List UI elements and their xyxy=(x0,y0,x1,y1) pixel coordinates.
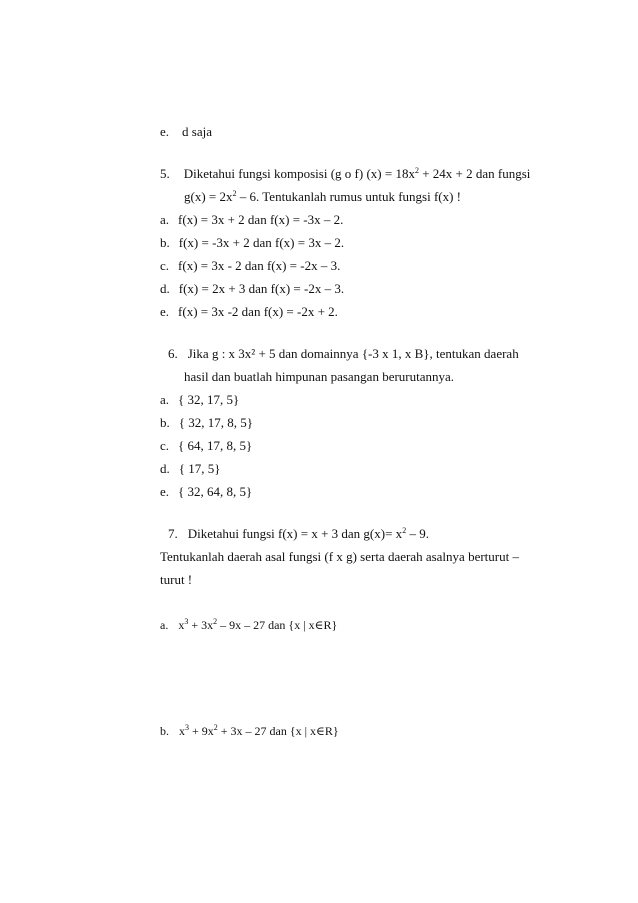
option-letter: e. xyxy=(160,124,170,139)
q5-question-line2: $g(x) = 2x^2 - 6$. Tentukanlah rumus untuk fungsi f(x) ! xyxy=(184,189,462,204)
q7-question-line3: turut ! xyxy=(160,572,193,587)
q5-option-c: c. f(x) = 3x - 2 dan f(x) = -2x – 3. xyxy=(160,258,341,273)
question-number: 5. xyxy=(160,166,170,181)
question-number: 6. xyxy=(168,346,178,361)
q6-option-d: d. { 17, 5} xyxy=(160,461,221,476)
q7-option-b: b. $x^3 + 9x^2 + 3x - 27$ dan {x | x∈R} xyxy=(160,723,339,738)
q5-option-d: d. f(x) = 2x + 3 dan f(x) = -2x – 3. xyxy=(160,281,345,296)
q5-question-line1: 5. Diketahui fungsi komposisi (g o f) $(x) = 18x^2 + 24x + 2$ dan fungsi xyxy=(160,166,531,181)
q7-question-line2: Tentukanlah daerah asal fungsi (f x g) serta daerah asalnya berturut – xyxy=(160,549,519,564)
q5-option-a: a. f(x) = 3x + 2 dan f(x) = -3x – 2. xyxy=(160,212,344,227)
q6-question-line2: hasil dan buatlah himpunan pasangan berurutannya. xyxy=(184,369,455,384)
option-text: d saja xyxy=(182,124,212,139)
q6-option-a: a. { 32, 17, 5} xyxy=(160,392,240,407)
q5-option-b: b. f(x) = -3x + 2 dan f(x) = 3x – 2. xyxy=(160,235,345,250)
question-number: 7. xyxy=(168,526,178,541)
q4-option-e xyxy=(160,124,212,140)
q6-option-b: b. { 32, 17, 8, 5} xyxy=(160,415,253,430)
q6-option-e: e. { 32, 64, 8, 5} xyxy=(160,484,253,499)
q7-option-a: a. $x^3 + 3x^2 - 9x - 27$ dan {x | x∈R} xyxy=(160,617,338,632)
q6-option-c: c. { 64, 17, 8, 5} xyxy=(160,438,253,453)
q5-option-e: e. f(x) = 3x -2 dan f(x) = -2x + 2. xyxy=(160,304,338,319)
q6-question-line1: 6. Jika g : x 3x² + 5 dan domainnya {-3 x 1, x B}, tentukan daerah xyxy=(168,346,519,361)
q7-question-line1: 7. Diketahui fungsi f(x) = x + 3 dan $g(x)= x^2 - 9$. xyxy=(168,526,429,541)
